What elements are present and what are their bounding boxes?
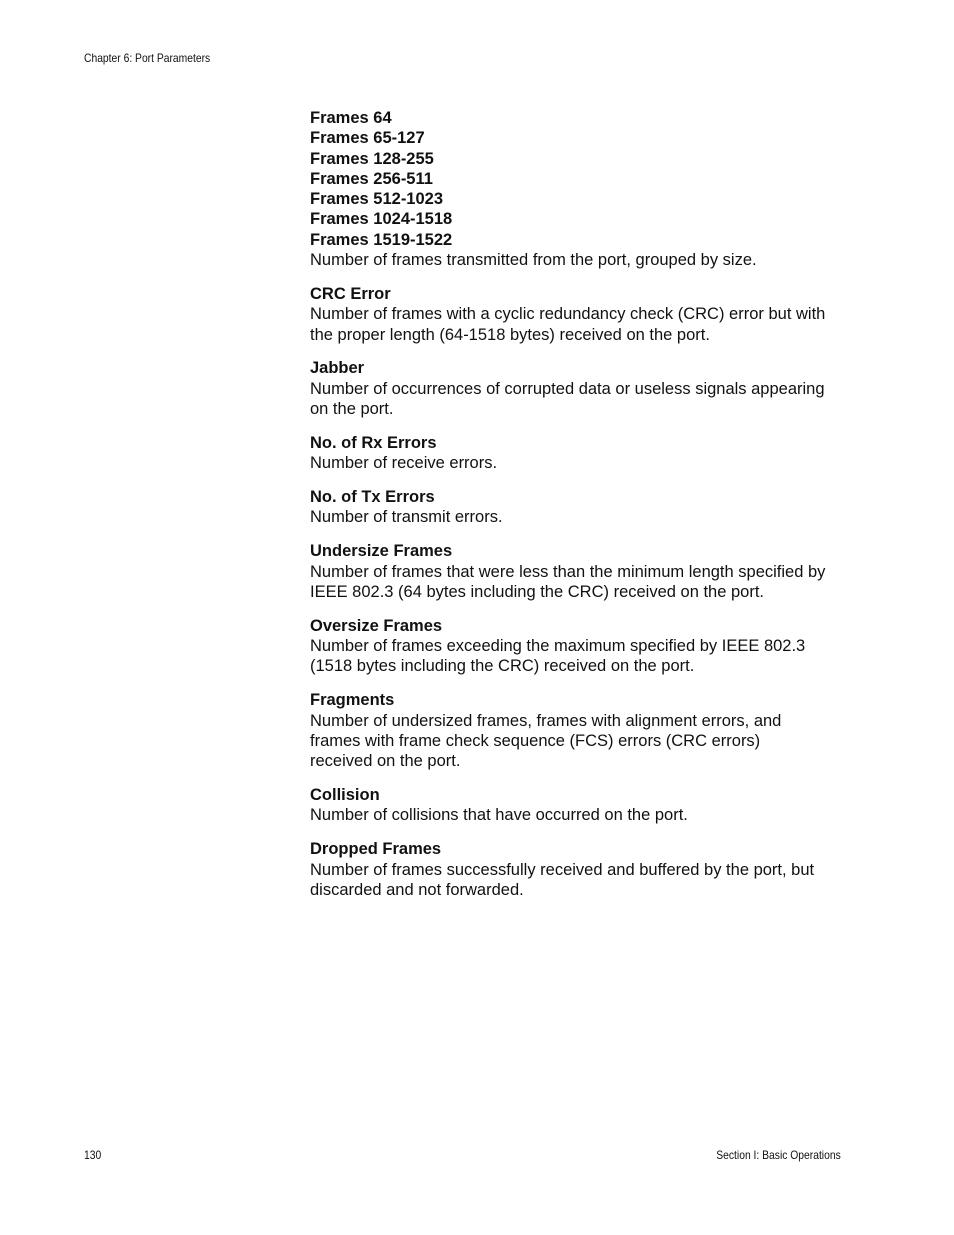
definition-term: Fragments bbox=[310, 691, 395, 710]
definition-term: Jabber bbox=[310, 359, 365, 378]
definition-description-line: Number of frames exceeding the maximum specified by IEEE 802.3 bbox=[310, 637, 806, 656]
definition-list bbox=[310, 108, 850, 914]
running-header: Chapter 6: Port Parameters bbox=[84, 51, 211, 65]
definition-entry bbox=[310, 839, 850, 900]
page-number: 130 bbox=[84, 1148, 102, 1162]
definition-term: Frames 65-127 bbox=[310, 129, 425, 148]
definition-entry bbox=[310, 284, 850, 345]
definition-description-line: (1518 bytes including the CRC) received on the port. bbox=[310, 657, 695, 676]
definition-term: Dropped Frames bbox=[310, 840, 442, 859]
definition-description-line: Number of undersized frames, frames with alignment errors, and bbox=[310, 711, 782, 730]
definition-term: No. of Tx Errors bbox=[310, 488, 435, 507]
definition-term: Frames 1024-1518 bbox=[310, 210, 453, 229]
definition-term: Undersize Frames bbox=[310, 542, 453, 561]
definition-description-line: received on the port. bbox=[310, 752, 461, 771]
definition-entry bbox=[310, 108, 850, 270]
definition-entry bbox=[310, 541, 850, 602]
definition-term: Frames 128-255 bbox=[310, 149, 434, 168]
definition-term: Frames 256-511 bbox=[310, 169, 433, 188]
definition-description-line: Number of transmit errors. bbox=[310, 508, 503, 527]
definition-term: Collision bbox=[310, 786, 380, 805]
definition-description-line: on the port. bbox=[310, 400, 394, 419]
definition-term: CRC Error bbox=[310, 284, 391, 303]
definition-term: No. of Rx Errors bbox=[310, 433, 437, 452]
definition-description-line: Number of frames transmitted from the port, grouped by size. bbox=[310, 251, 757, 270]
definition-description-line: frames with frame check sequence (FCS) errors (CRC errors) bbox=[310, 731, 761, 750]
definition-description-line: the proper length (64-1518 bytes) received on the port. bbox=[310, 325, 710, 344]
definition-term: Frames 64 bbox=[310, 109, 392, 127]
definition-entry bbox=[310, 616, 850, 677]
definition-description-line: Number of occurrences of corrupted data or useless signals appearing bbox=[310, 379, 825, 398]
definition-term: Frames 512-1023 bbox=[310, 190, 444, 209]
definition-term: Oversize Frames bbox=[310, 616, 443, 635]
definition-entry bbox=[310, 433, 850, 474]
definition-description-line: Number of receive errors. bbox=[310, 454, 498, 473]
definition-entry bbox=[310, 358, 850, 419]
footer-section-title: Section I: Basic Operations bbox=[716, 1148, 841, 1162]
definition-description-line: IEEE 802.3 (64 bytes including the CRC) received on the port. bbox=[310, 582, 764, 601]
definition-term: Frames 1519-1522 bbox=[310, 230, 453, 249]
definition-description-line: Number of frames with a cyclic redundancy check (CRC) error but with bbox=[310, 305, 826, 324]
definition-description-line: Number of collisions that have occurred on the port. bbox=[310, 806, 688, 825]
definition-entry bbox=[310, 487, 850, 528]
definition-description-line: Number of frames successfully received and buffered by the port, but bbox=[310, 860, 815, 879]
definition-description-line: Number of frames that were less than the minimum length specified by bbox=[310, 562, 826, 581]
definition-entry bbox=[310, 785, 850, 826]
definition-entry bbox=[310, 690, 850, 771]
definition-description-line: discarded and not forwarded. bbox=[310, 880, 524, 899]
